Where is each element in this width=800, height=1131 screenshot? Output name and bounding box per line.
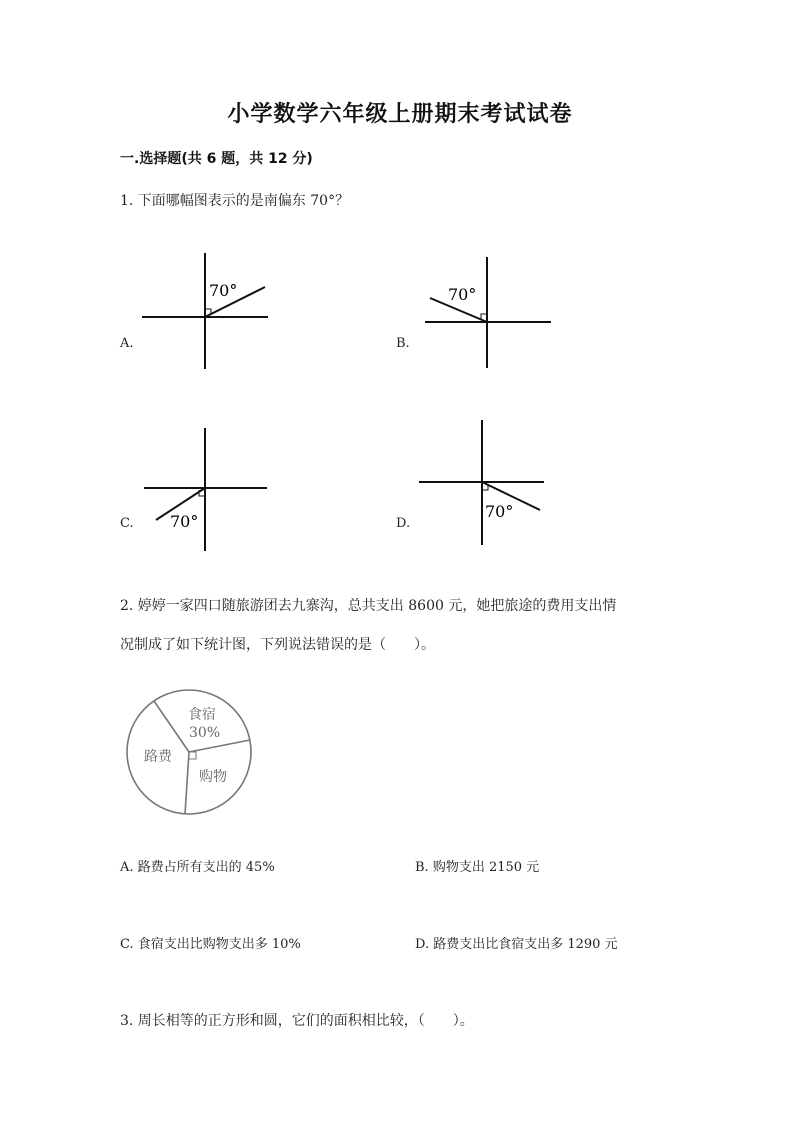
question-2-stem-line1: 2. 婷婷一家四口随旅游团去九寨沟，总共支出 8600 元，她把旅途的费用支出情	[120, 598, 617, 614]
figure-c	[140, 425, 272, 555]
angle-label: 70°	[170, 512, 199, 531]
q1-option-c[interactable]: C.	[120, 516, 134, 531]
pie-slice-food-label: 食宿	[188, 707, 216, 723]
angle-label: 70°	[448, 285, 477, 304]
q2-option-b[interactable]: B. 购物支出 2150 元	[415, 860, 540, 875]
q2-option-a[interactable]: A. 路费占所有支出的 45%	[120, 860, 275, 875]
q1-option-d[interactable]: D.	[396, 516, 411, 531]
q2-option-d[interactable]: D. 路费支出比食宿支出多 1290 元	[415, 937, 618, 952]
page-title: 小学数学六年级上册期末考试试卷	[227, 102, 573, 127]
section-heading: 一.选择题(共 6 题，共 12 分)	[120, 151, 313, 167]
q1-option-b[interactable]: B.	[396, 336, 410, 351]
pie-slice-food-value: 30%	[189, 725, 221, 741]
q2-option-c[interactable]: C. 食宿支出比购物支出多 10%	[120, 937, 301, 952]
angle-label: 70°	[485, 502, 514, 521]
figure-a	[135, 245, 280, 375]
right-angle-mark	[189, 752, 196, 759]
figure-b	[418, 255, 558, 375]
expense-pie-chart	[122, 688, 258, 818]
pie-divider-bottom	[185, 752, 189, 814]
question-2-stem-line2: 况制成了如下统计图，下列说法错误的是（ ）。	[120, 637, 435, 653]
pie-slice-travel-label: 路费	[144, 749, 172, 765]
pie-divider-top	[154, 701, 189, 752]
angle-label: 70°	[209, 281, 238, 300]
pie-divider-right	[189, 740, 250, 752]
figure-d	[415, 418, 550, 548]
pie-slice-shopping-label: 购物	[199, 769, 227, 785]
question-1-stem: 1. 下面哪幅图表示的是南偏东 70°？	[120, 193, 350, 209]
question-3-stem: 3. 周长相等的正方形和圆，它们的面积相比较，（ ）。	[120, 1013, 474, 1029]
q1-option-a[interactable]: A.	[120, 336, 134, 351]
